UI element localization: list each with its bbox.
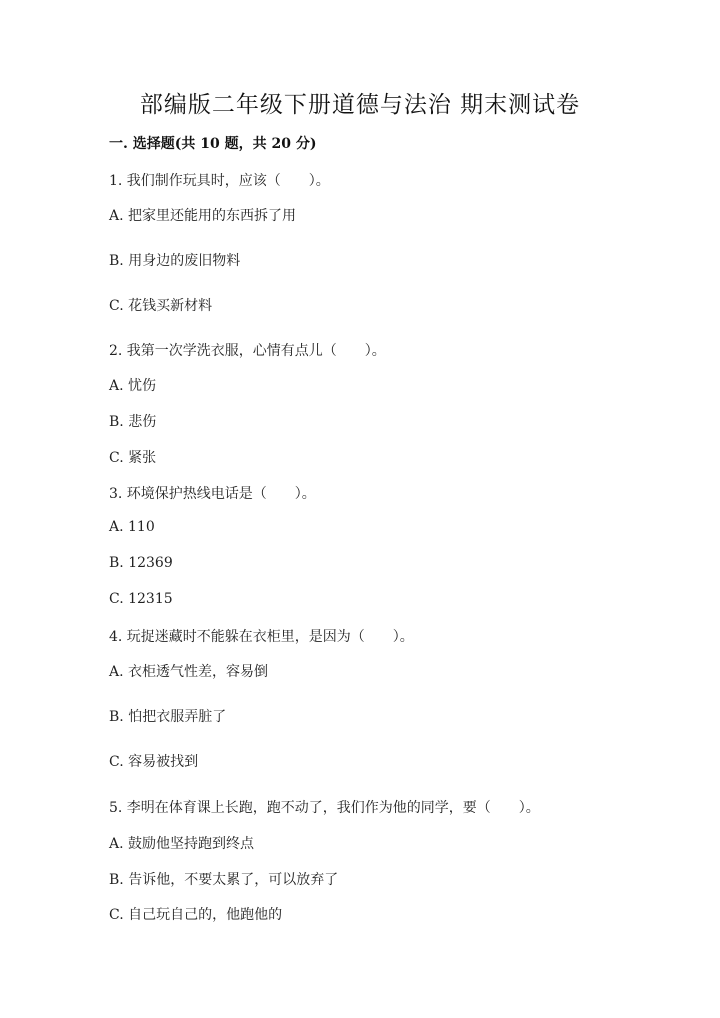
question-1-option-a: A. 把家里还能用的东西拆了用	[109, 208, 297, 224]
question-1-option-b: B. 用身边的废旧物料	[109, 253, 241, 269]
question-3-option-c: C. 12315	[109, 591, 173, 607]
section-heading: 一. 选择题(共 10 题，共 20 分)	[109, 136, 317, 152]
question-3-option-b: B. 12369	[109, 555, 173, 571]
question-5-option-a: A. 鼓励他坚持跑到终点	[109, 836, 255, 852]
question-3-stem: 3. 环境保护热线电话是（ ）。	[109, 486, 316, 502]
page-title: 部编版二年级下册道德与法治 期末测试卷	[139, 92, 581, 118]
question-4-option-b: B. 怕把衣服弄脏了	[109, 709, 227, 725]
question-1-option-c: C. 花钱买新材料	[109, 298, 213, 314]
question-3-option-a: A. 110	[109, 519, 155, 535]
question-4-option-c: C. 容易被找到	[109, 754, 199, 770]
question-5-stem: 5. 李明在体育课上长跑，跑不动了，我们作为他的同学，要（ ）。	[109, 800, 540, 816]
question-4-stem: 4. 玩捉迷藏时不能躲在衣柜里，是因为（ ）。	[109, 629, 414, 645]
question-4-option-a: A. 衣柜透气性差，容易倒	[109, 664, 269, 680]
question-1-stem: 1. 我们制作玩具时，应该（ ）。	[109, 173, 330, 189]
question-5-option-b: B. 告诉他，不要太累了，可以放弃了	[109, 872, 339, 888]
question-5-option-c: C. 自己玩自己的，他跑他的	[109, 907, 283, 923]
question-2-option-b: B. 悲伤	[109, 414, 157, 430]
question-2-option-a: A. 忧伤	[109, 378, 157, 394]
question-2-stem: 2. 我第一次学洗衣服，心情有点儿（ ）。	[109, 343, 386, 359]
question-2-option-c: C. 紧张	[109, 450, 157, 466]
